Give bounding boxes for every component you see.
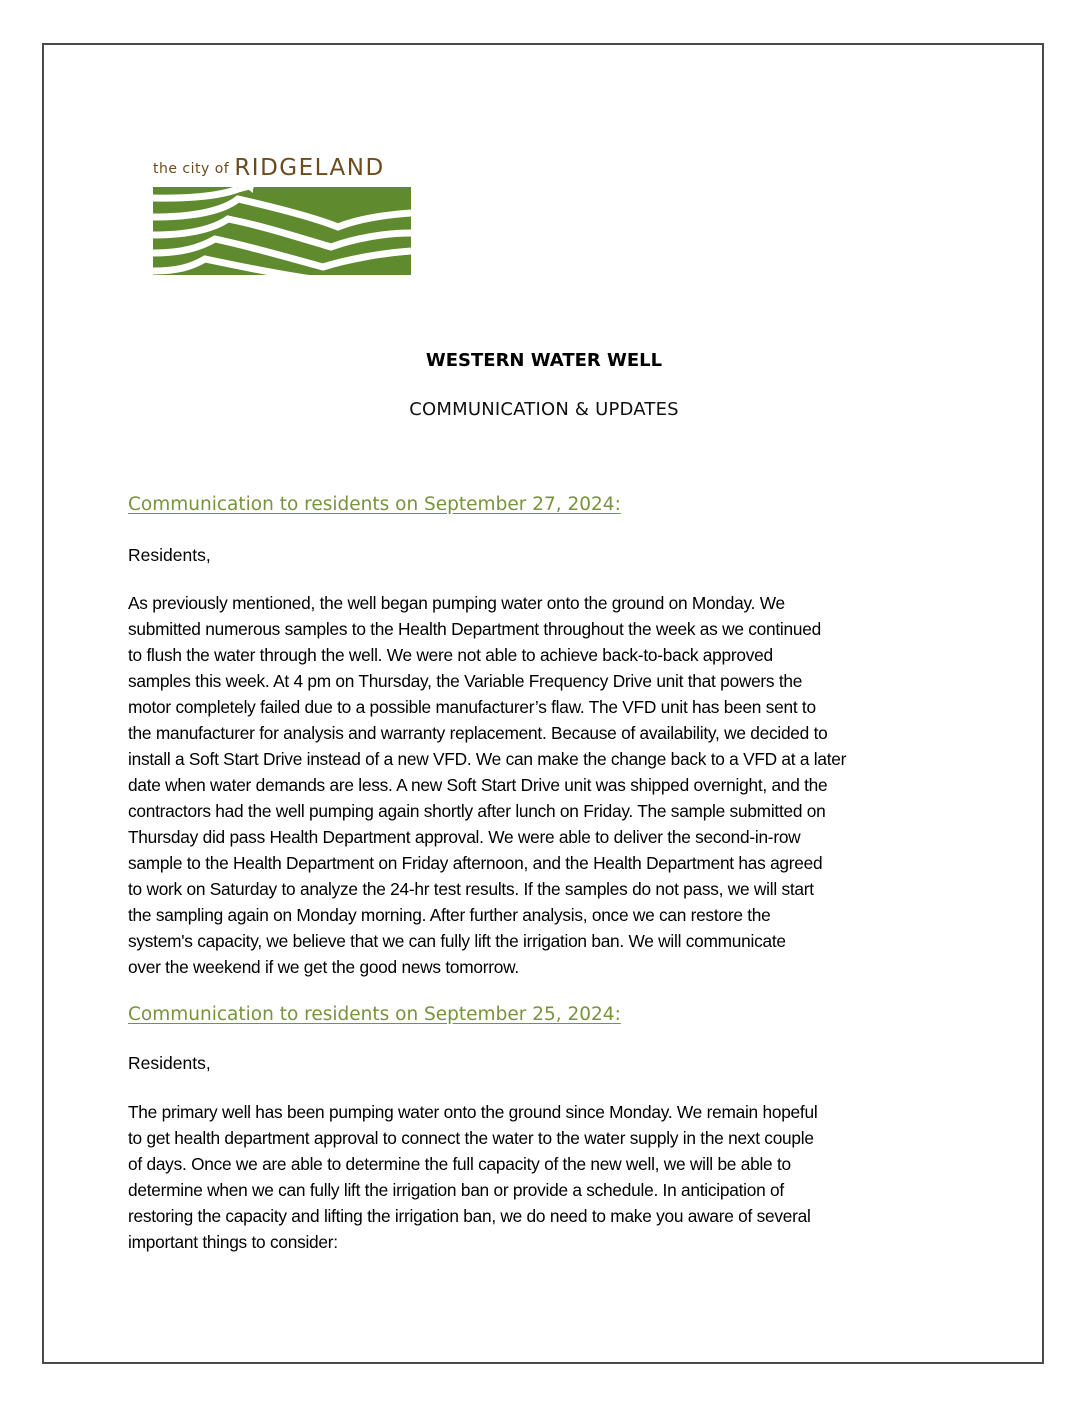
body-line: samples this week. At 4 pm on Thursday, the Variable Frequency Drive unit that powers the	[128, 671, 803, 691]
body-line: date when water demands are less. A new Soft Start Drive unit was shipped overnight, and the	[128, 775, 828, 795]
page-title: WESTERN WATER WELL	[425, 350, 663, 371]
body-line: As previously mentioned, the well began pumping water onto the ground on Monday. We	[128, 593, 785, 613]
body-line: sample to the Health Department on Friday afternoon, and the Health Department has agreed	[128, 853, 823, 873]
body-line: over the weekend if we get the good news tomorrow.	[128, 957, 519, 977]
section-heading-sep-25: Communication to residents on September 25, 2024:	[128, 1004, 621, 1025]
body-line: system's capacity, we believe that we can fully lift the irrigation ban. We will communicate	[128, 931, 786, 951]
body-line: of days. Once we are able to determine the full capacity of the new well, we will be able to	[128, 1154, 791, 1174]
salutation: Residents,	[128, 1053, 211, 1073]
logo-prefix: the city of	[153, 161, 230, 177]
landscape-stripes-icon	[153, 187, 411, 275]
body-line: to work on Saturday to analyze the 24-hr test results. If the samples do not pass, we will start	[128, 879, 814, 899]
body-line: motor completely failed due to a possible manufacturer’s flaw. The VFD unit has been sent to	[128, 697, 816, 717]
body-line: Thursday did pass Health Department approval. We were able to deliver the second-in-row	[128, 827, 801, 847]
body-line: install a Soft Start Drive instead of a new VFD. We can make the change back to a VFD at a later	[128, 749, 847, 769]
page-subtitle: COMMUNICATION & UPDATES	[409, 399, 679, 420]
body-line: contractors had the well pumping again shortly after lunch on Friday. The sample submitted on	[128, 801, 826, 821]
logo-wordmark	[153, 155, 385, 181]
body-line: submitted numerous samples to the Health Department throughout the week as we continued	[128, 619, 821, 639]
salutation: Residents,	[128, 545, 211, 565]
body-line: the manufacturer for analysis and warranty replacement. Because of availability, we decided to	[128, 723, 828, 743]
section-heading-sep-27: Communication to residents on September 27, 2024:	[128, 494, 621, 515]
body-line: The primary well has been pumping water onto the ground since Monday. We remain hopeful	[128, 1102, 818, 1122]
city-logo	[153, 155, 413, 275]
body-line: restoring the capacity and lifting the irrigation ban, we do need to make you aware of several	[128, 1206, 811, 1226]
section-body-sep-27	[128, 590, 963, 980]
body-line: important things to consider:	[128, 1232, 338, 1252]
body-line: to flush the water through the well. We were not able to achieve back-to-back approved	[128, 645, 773, 665]
logo-city-name: RIDGELAND	[234, 155, 385, 181]
body-line: the sampling again on Monday morning. After further analysis, once we can restore the	[128, 905, 771, 925]
section-body-sep-25	[128, 1099, 963, 1255]
body-line: determine when we can fully lift the irrigation ban or provide a schedule. In anticipation of	[128, 1180, 784, 1200]
body-line: to get health department approval to connect the water to the water supply in the next couple	[128, 1128, 814, 1148]
